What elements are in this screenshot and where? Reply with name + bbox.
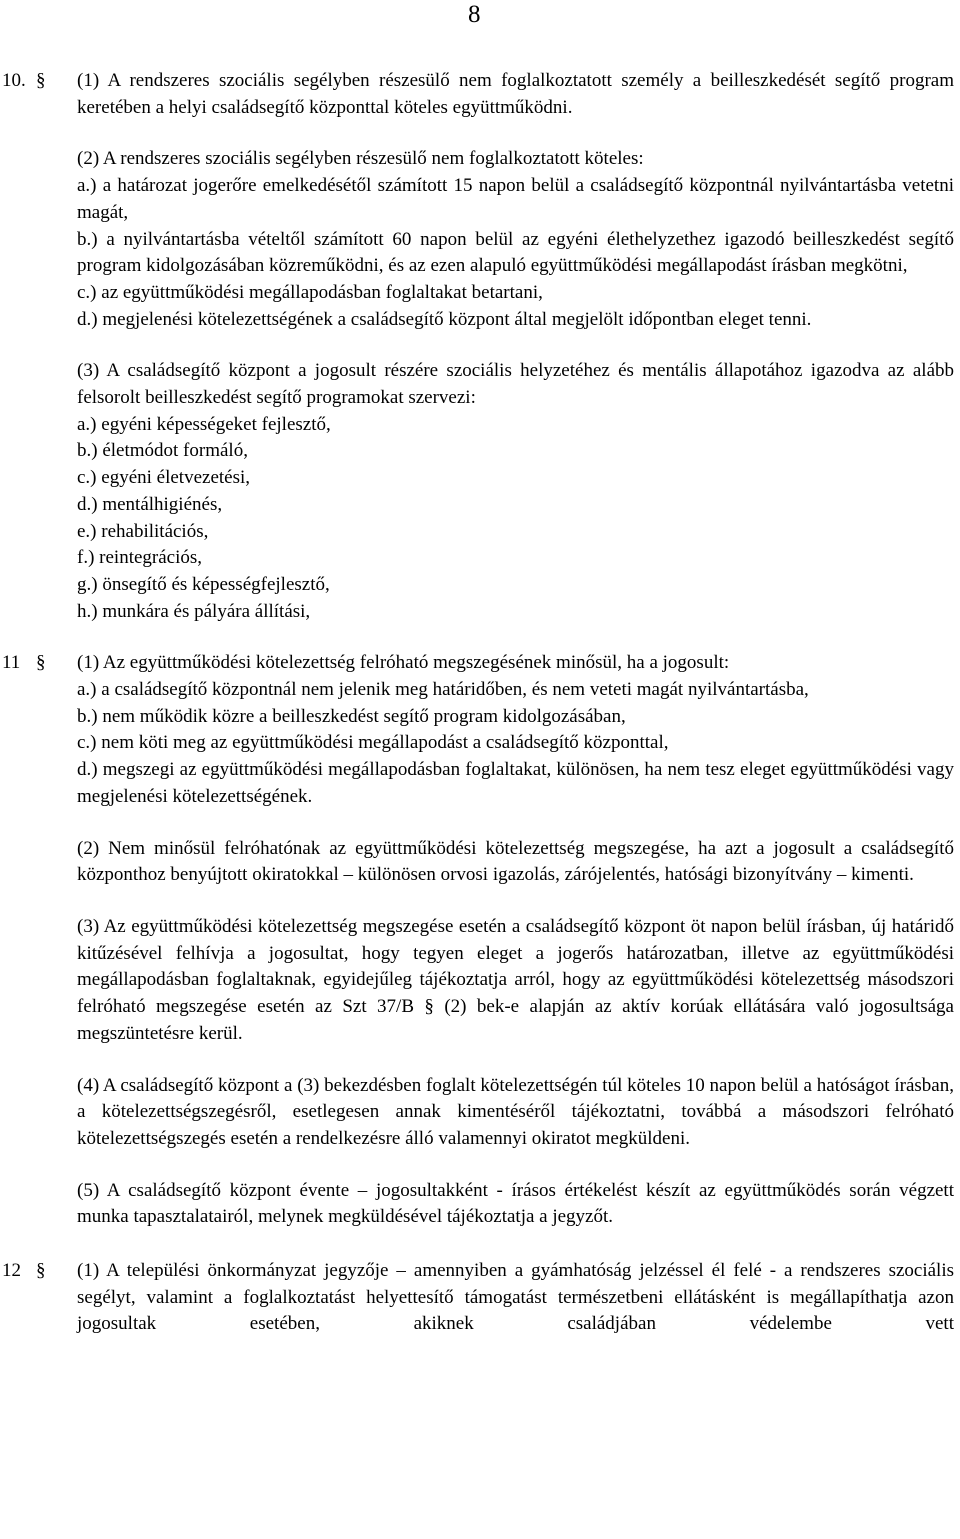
list-item-h: h.) munkára és pályára állítási,: [77, 600, 311, 622]
section-10: [0, 68, 960, 625]
section-number: 11: [2, 652, 21, 674]
page-number: 8: [468, 1, 481, 28]
list-item-e: e.) rehabilitációs,: [77, 520, 209, 542]
list-item-f: f.) reintegrációs,: [77, 547, 203, 569]
list-item-a: a.) a családsegítő központnál nem jelenik meg határidőben, és nem veteti magát nyilvántartásba,: [77, 679, 809, 701]
list-item-b: b.) nem működik közre a beilleszkedést segítő program kidolgozásában,: [77, 705, 626, 727]
paragraph-1: (1) A rendszeres szociális segélyben részesülő nem foglalkoztatott személy a beilleszkedését segítő program keretében a helyi családsegítő központtal köteles együttműködni.: [77, 70, 954, 118]
list-item-b: b.) életmódot formáló,: [77, 440, 248, 462]
section-sign: §: [36, 70, 46, 91]
list-item-d: d.) mentálhigiénés,: [77, 493, 223, 515]
list-item-c: c.) nem köti meg az együttműködési megállapodást a családsegítő központtal,: [77, 732, 669, 754]
paragraph-2-intro: (2) A rendszeres szociális segélyben részesülő nem foglalkoztatott köteles:: [77, 148, 644, 170]
paragraph-3-intro: (3) A családsegítő központ a jogosult részére szociális helyzetéhez és mentális állapotához igazodva az alább felsorolt beilleszkedést segítő programokat szervezi:: [77, 360, 954, 409]
section-sign: §: [36, 652, 46, 674]
list-item-b: b.) a nyilvántartásba vételtől számított 60 napon belül az egyéni élethelyzethez igazodó beilleszkedést segítő program kidolgozásában közreműködni, és az ezen alapuló együttműködési megállapodást írásban megkötni,: [77, 228, 954, 277]
list-item-g: g.) önsegítő és képességfejlesztő,: [77, 573, 330, 595]
list-item-c: c.) az együttműködési megállapodásban foglaltakat betartani,: [77, 281, 543, 303]
paragraph-3: (3) Az együttműködési kötelezettség megszegése esetén a családsegítő központ öt napon belül írásban, új határidő kitűzésével felhívja a jogosultat, hogy tegyen eleget a jogerős határozatban, illetve az együttműködési megállapodásban foglaltaknak, egyidejűleg tájékoztatja arról, hogy az együttműködési kötelezettség másodszori felróható megszegése esetén az Szt 37/B § (2) bek-e alapján az aktív korúak ellátására való jogosultsága megszüntetésre kerül.: [77, 915, 954, 1044]
paragraph-1-intro: (1) Az együttműködési kötelezettség felróható megszegésének minősül, ha a jogosult:: [77, 652, 730, 674]
section-11: [0, 650, 960, 1231]
list-item-c: c.) egyéni életvezetési,: [77, 467, 251, 489]
paragraph-2: (2) Nem minősül felróhatónak az együttműködési kötelezettség megszegése, ha azt a jogosult a családsegítő központhoz benyújtott okiratokkal – különösen orvosi igazolás, zárójelentés, hatósági bizonyítvány – kimenti.: [77, 837, 954, 886]
section-number: 12: [2, 1260, 21, 1282]
section-12: [0, 1258, 960, 1338]
paragraph-4: (4) A családsegítő központ a (3) bekezdésben foglalt kötelezettségén túl köteles 10 napon belül a hatóságot írásban, a kötelezettségszegésről, esetlegesen annak kimentéséről tájékoztatni, továbbá a másodszori felróható kötelezettségszegés esetén a rendelkezésre álló valamennyi okiratot megküldeni.: [77, 1074, 954, 1149]
list-item-d: d.) megjelenési kötelezettségének a családsegítő központ által megjelölt időpontban eleget tenni.: [77, 308, 812, 330]
list-item-d: d.) megszegi az együttműködési megállapodásban foglaltakat, különösen, ha nem tesz eleget együttműködési vagy megjelenési kötelezettségének.: [77, 759, 954, 807]
paragraph-5: (5) A családsegítő központ évente – jogosultakként - írásos értékelést készít az együttműködés során végzett munka tapasztalatairól, melynek megküldésével tájékoztatja a jegyzőt.: [77, 1179, 954, 1228]
section-number: 10.: [2, 70, 26, 91]
list-item-a: a.) egyéni képességeket fejlesztő,: [77, 413, 331, 435]
section-sign: §: [36, 1260, 46, 1282]
list-item-a: a.) a határozat jogerőre emelkedésétől számított 15 napon belül a családsegítő központnál nyilvántartásba vetetni magát,: [77, 175, 954, 223]
document-body: [0, 68, 960, 1338]
paragraph-1: (1) A települési önkormányzat jegyzője – amennyiben a gyámhatóság jelzéssel él felé - a rendszeres szociális segélyt, valamint a foglalkoztatást helyettesítő támogatást természetbeni ellátásként is megállapíthatja azon jogosultak esetében, akiknek családjában védelembe vett: [77, 1260, 954, 1335]
